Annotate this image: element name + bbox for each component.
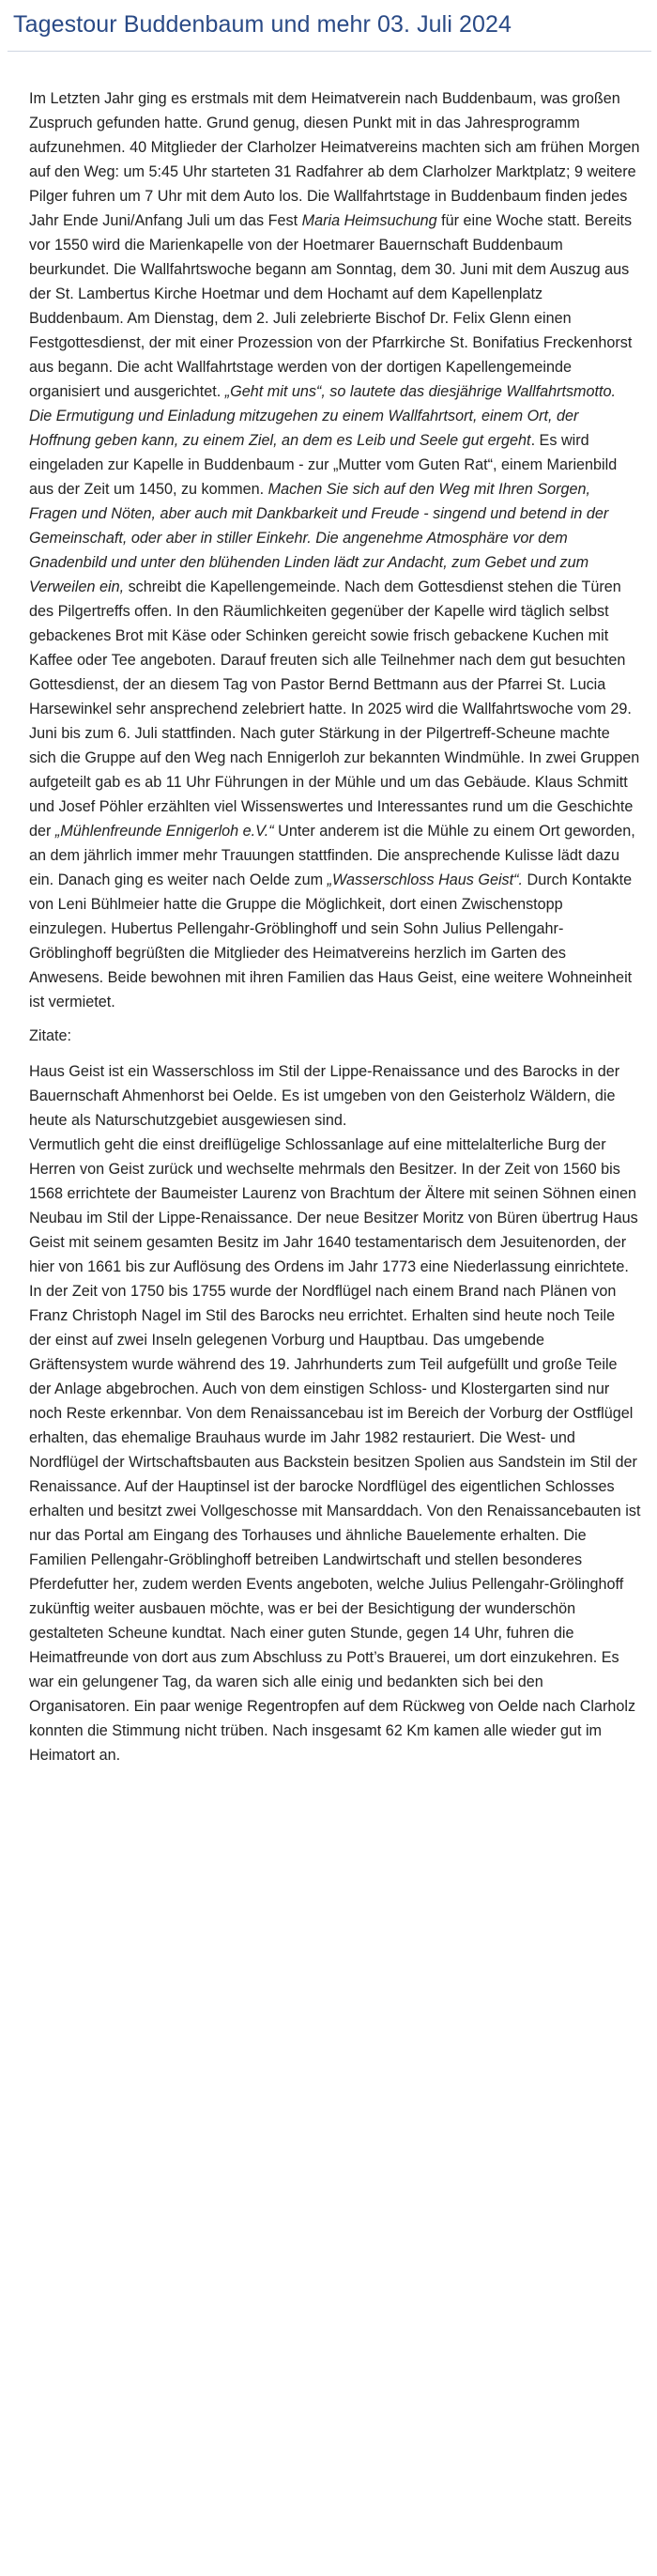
quote-paragraph-baroque: In der Zeit von 1750 bis 1755 wurde der Nordflügel nach einem Brand nach Plänen von Franz Christoph Nagel im Stil des Barocks neu errichtet. Erhalten sind heute noch Teile der einst auf zwei Inseln gelegenen Vorburg und Hauptbau. Das umgebende Gräftensystem wurde während des 19. Jahrhunderts zum Teil aufgefüllt und große Teile der Anlage abgebrochen. Auch von dem einstigen Schloss- und Klostergarten sind nur noch Reste erkennbar. Von dem Renaissancebau ist im Bereich der Vorburg der Ostflügel erhalten, das ehemalige Brauhaus wurde im Jahr 1982 restauriert. Die West- und Nordflügel der Wirtschaftsbauten aus Backstein besitzen Spolien aus Sandstein im Stil der Renaissance. Auf der Hauptinsel ist der barocke Nordflügel des eigentlichen Schlosses erhalten und besitzt zwei Vollgeschosse mit Mansarddach. Von den Renaissancebauten ist nur das Portal am Eingang des Torhauses und ähnliche Bauelemente erhalten. Die Familien Pellengahr-Gröblinghoff betreiben Landwirtschaft und stellen besonderes Pferdefutter her, zudem werden Events angeboten, welche Julius Pellengahr-Grölinghoff zukünftig weiter ausbauen möchte, was er bei der Besichtigung der wunderschön gestalteten Scheune kundtat. Nach einer guten Stunde, gegen 14 Uhr, fuhren die Heimatfreunde von dort aus zum Abschluss zu Pott’s Brauerei, um dort einzukehren. Es war ein gelungener Tag, da waren sich alle einig und bedankten sich bei den Organisatoren. Ein paar wenige Regentropfen auf dem Rückweg von Oelde nach Clarholz konnten die Stimmung nicht trüben. Nach insgesamt 62 Km kamen alle wieder gut im Heimatort an. xyxy=(29,1283,641,1764)
intro-paragraph xyxy=(29,86,641,1014)
text-segment: Unter anderem ist die Mühle zu einem Ort geworden, an dem jährlich immer mehr Trauungen stattfinden. Die ansprechende Kulisse lädt dazu ein. Danach ging es weiter nach Oelde zum xyxy=(29,823,635,888)
text-segment: Durch Kontakte von Leni Bühlmeier hatte die Gruppe die Möglichkeit, dort einen Zwischenstopp einzulegen. Hubertus Pellengahr-Gröblinghoff und sein Sohn Julius Pellengahr-Gröblinghoff begrüßten die Mitglieder des Heimatvereins herzlich im Garten des Anwesens. Beide bewohnen mit ihren Familien das Haus Geist, eine weitere Wohneinheit ist vermietet. xyxy=(29,872,633,1010)
italic-text-segment: „Mühlenfreunde Ennigerloh e.V.“ xyxy=(54,823,274,840)
quotes-label: Zitate: xyxy=(29,1027,71,1044)
page-title: Tagestour Buddenbaum und mehr 03. Juli 2024 xyxy=(13,11,512,38)
text-segment: für eine Woche statt. Bereits vor 1550 wird die Marienkapelle von der Hoetmarer Bauernschaft Buddenbaum beurkundet. Die Wallfahrtswoche begann am Sonntag, dem 30. Juni mit dem Auszug aus der St. Lambertus Kirche Hoetmar und dem Hochamt auf dem Kapellenplatz Buddenbaum. Am Dienstag, dem 2. Juli zelebrierte Bischof Dr. Felix Glenn einen Festgottesdienst, der mit einer Prozession von der Pfarrkirche St. Bonifatius Freckenhorst aus begann. Die acht Wallfahrtstage werden von der dortigen Kapellengemeinde organisiert und ausgerichtet. xyxy=(29,212,633,400)
italic-text-segment: Maria Heimsuchung xyxy=(301,212,437,229)
text-segment: Im Letzten Jahr ging es erstmals mit dem Heimatverein nach Buddenbaum, was großen Zuspruch gefunden hatte. Grund genug, diesen Punkt mit in das Jahresprogramm aufzunehmen. 40 Mitglieder der Clarholzer Heimatvereins machten sich am frühen Morgen auf den Weg: um 5:45 Uhr starteten 31 Radfahrer ab dem Clarholzer Marktplatz; 9 weitere Pilger fuhren um 7 Uhr mit dem Auto los. Die Wallfahrtstage in Buddenbaum finden jedes Jahr Ende Juni/Anfang Juli um das Fest xyxy=(29,90,640,229)
text-segment: . Es wird eingeladen zur Kapelle in Buddenbaum - zur „Mutter vom Guten Rat“, einem Marienbild aus der Zeit um 1450, zu kommen. xyxy=(29,432,618,498)
article-body xyxy=(29,86,641,1767)
quote-paragraph-history: Vermutlich geht die einst dreiflügelige Schlossanlage auf eine mittelalterliche Burg der Herren von Geist zurück und wechselte mehrmals den Besitzer. In der Zeit von 1560 bis 1568 errichtete der Baumeister Laurenz von Brachtum der Ältere mit seinen Söhnen einen Neubau im Stil der Lippe-Renaissance. Der neue Besitzer Moritz von Büren übertrug Haus Geist mit seinem gesamten Besitz im Jahr 1640 testamentarisch dem Jesuitenorden, der hier von 1661 bis zur Auflösung des Ordens im Jahr 1773 eine Niederlassung einrichtete. xyxy=(29,1136,638,1275)
title-divider xyxy=(8,51,651,52)
italic-text-segment: Machen Sie sich auf den Weg mit Ihren Sorgen, Fragen und Nöten, aber auch mit Dankbarkeit und Freude - singend und betend in der Gemeinschaft, oder aber in stiller Einkehr. Die angenehme Atmosphäre vor dem Gnadenbild und unter den blühenden Linden lädt zur Andacht, zum Gebet und zum Verweilen ein, xyxy=(29,481,609,595)
text-segment: schreibt die Kapellengemeinde. Nach dem Gottesdienst stehen die Türen des Pilgertreffs offen. In den Räumlichkeiten gegenüber der Kapelle wird täglich selbst gebackenes Brot mit Käse oder Schinken gereicht sowie frisch gebackene Kuchen mit Kaffee oder Tee angeboten. Darauf freuten sich alle Teilnehmer nach dem gut besuchten Gottesdienst, der an diesem Tag von Pastor Bernd Bettmann aus der Pfarrei St. Lucia Harsewinkel sehr ansprechend zelebriert hatte. In 2025 wird die Wallfahrtswoche vom 29. Juni bis zum 6. Juli stattfinden. Nach guter Stärkung in der Pilgertreff-Scheune machte sich die Gruppe auf den Weg nach Ennigerloh zur bekannten Windmühle. In zwei Gruppen aufgeteilt gab es ab 11 Uhr Führungen in der Mühle und um das Gebäude. Klaus Schmitt und Josef Pöhler erzählten viel Wissenswertes und Interessantes rund um die Geschichte der xyxy=(29,578,640,840)
quote-paragraph-haus-geist: Haus Geist ist ein Wasserschloss im Stil der Lippe-Renaissance und des Barocks in der Bauernschaft Ahmenhorst bei Oelde. Es ist umgeben von den Geisterholz Wäldern, die heute als Naturschutzgebiet ausgewiesen sind. xyxy=(29,1063,620,1129)
italic-text-segment: „Wasserschloss Haus Geist“. xyxy=(327,872,524,888)
italic-text-segment: „Geht mit uns“, so lautete das diesjährige Wallfahrtsmotto. Die Ermutigung und Einladung mitzugehen zu einem Wallfahrtsort, einem Ort, der Hoffnung geben kann, zu einem Ziel, an dem es Leib und Seele gut ergeht xyxy=(29,383,617,449)
